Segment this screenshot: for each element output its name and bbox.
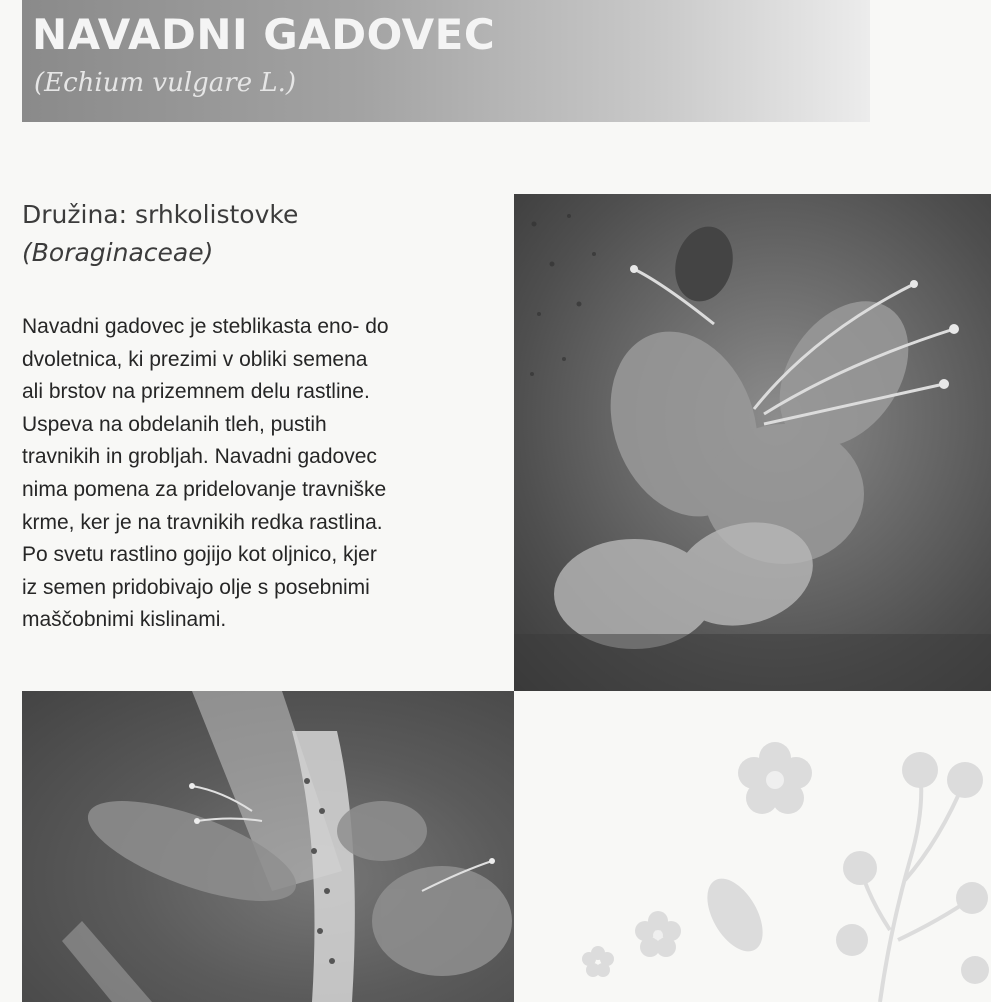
- description-line: dvoletnica, ki prezimi v obliki semena: [22, 347, 368, 371]
- family-label: Družina: srhkolistovke: [22, 200, 299, 229]
- description-line: nima pomena za pridelovanje travniške: [22, 477, 387, 501]
- echium-stem-flowers-photo: [22, 691, 514, 1002]
- description-line: Navadni gadovec je steblikasta eno- do: [22, 315, 389, 338]
- floral-ornament-icon: [580, 730, 991, 1002]
- description-line: travnikih in grobljah. Navadni gadovec: [22, 445, 377, 469]
- page-title: NAVADNI GADOVEC: [32, 10, 496, 59]
- description-line: ali brstov na prizemnem delu rastline.: [22, 380, 370, 404]
- page-subtitle-latin-name: (Echium vulgare L.): [34, 68, 297, 98]
- family-latin-name: (Boraginaceae): [22, 238, 214, 267]
- description-line: maščobnimi kislinami.: [22, 608, 227, 632]
- description-line: Po svetu rastlino gojijo kot oljnico, kjer: [22, 543, 377, 567]
- description-line: Uspeva na obdelanih tleh, pustih: [22, 412, 327, 436]
- echium-flower-closeup-photo: [514, 194, 991, 691]
- description-line: iz semen pridobivajo olje s posebnimi: [22, 575, 370, 599]
- description-line: krme, ker je na travnikih redka rastlina.: [22, 510, 383, 534]
- description-paragraph: [22, 311, 492, 637]
- family-block: [22, 196, 298, 272]
